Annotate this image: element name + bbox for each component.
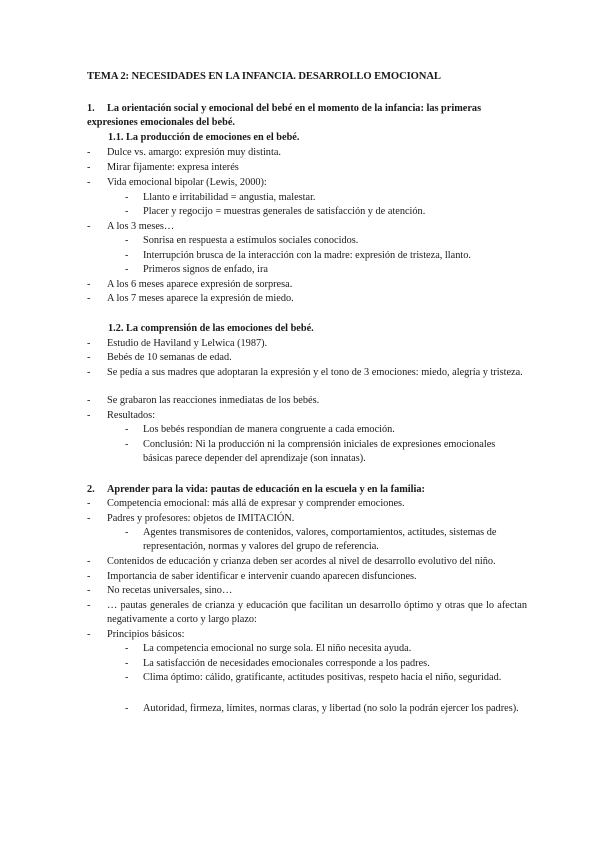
list-item: - A los 6 meses aparece expresión de sorpresa. [87, 279, 293, 290]
list-item: - Contenidos de educación y crianza deben ser acordes al nivel de desarrollo evolutivo del niño. [87, 556, 496, 567]
list-item: - Estudio de Haviland y Lelwica (1987). [87, 338, 268, 349]
sub-list-item: - Interrupción brusca de la interacción con la madre: expresión de tristeza, llanto. [125, 250, 471, 261]
list-item: - … pautas generales de crianza y educación que facilitan un desarrollo óptimo y otras que lo afectan negativamente a corto y largo plazo: [87, 600, 527, 626]
sub-list-item: - La competencia emocional no surge sola. El niño necesita ayuda. [125, 643, 412, 654]
list-item: - A los 7 meses aparece la expresión de miedo. [87, 293, 294, 304]
sub-list-item: - La satisfacción de necesidades emocionales corresponde a los padres. [125, 658, 430, 669]
list-item: - Importancia de saber identificar e intervenir cuando aparecen disfunciones. [87, 571, 417, 582]
list-item: - A los 3 meses… [87, 221, 175, 232]
sub-list-item: - Clima óptimo: cálido, gratificante, actitudes positivas, respeto hacia el niño, seguridad. [125, 672, 502, 683]
list-item: - Principios básicos: [87, 629, 185, 640]
list-item: - Dulce vs. amargo: expresión muy distinta. [87, 147, 281, 158]
document-title: TEMA 2: NECESIDADES EN LA INFANCIA. DESARROLLO EMOCIONAL [87, 71, 441, 82]
list-item: - Mirar fijamente: expresa interés [87, 162, 239, 173]
subsection-1-1-title: 1.1. La producción de emociones en el bebé. [108, 132, 300, 143]
list-item: - Vida emocional bipolar (Lewis, 2000): [87, 177, 267, 188]
section-1-heading [87, 102, 527, 129]
list-item: - Bebés de 10 semanas de edad. [87, 352, 232, 363]
section-1-title: La orientación social y emocional del bebé en el momento de la infancia: las primeras expresiones emocionales del bebé. [87, 103, 482, 128]
sub-list-item: - Los bebés respondían de manera congruente a cada emoción. [125, 424, 395, 435]
sub-list-item: - Autoridad, firmeza, límites, normas claras, y libertad (no solo la podrán ejercer los padres). [125, 703, 519, 714]
sub-list-item: - Placer y regocijo = muestras generales de satisfacción y de atención. [125, 206, 426, 217]
list-item: - Competencia emocional: más allá de expresar y comprender emociones. [87, 498, 405, 509]
section-2-heading [87, 483, 527, 497]
section-2-number: 2. [87, 484, 95, 495]
list-item: - Se pedía a sus madres que adoptaran la expresión y el tono de 3 emociones: miedo, alegría y tristeza. [87, 367, 523, 378]
list-item: - No recetas universales, sino… [87, 585, 233, 596]
section-1-number: 1. [87, 103, 95, 114]
sub-list-item: - Conclusión: Ni la producción ni la comprensión iniciales de expresiones emocionales básicas parece depender del aprendizaje (son innatas). [125, 439, 496, 465]
sub-list-item: - Primeros signos de enfado, ira [125, 264, 268, 275]
section-2-title: Aprender para la vida: pautas de educación en la escuela y en la familia: [107, 484, 425, 495]
sub-list-item: - Agentes transmisores de contenidos, valores, comportamientos, actitudes, sistemas de representación, normas y valores del grupo de referencia. [125, 527, 497, 553]
list-item: - Padres y profesores: objetos de IMITACIÓN. [87, 513, 295, 524]
list-item: - Se grabaron las reacciones inmediatas de los bebés. [87, 395, 320, 406]
sub-list-item: - Sonrisa en respuesta a estímulos sociales conocidos. [125, 235, 359, 246]
subsection-1-2-title: 1.2. La comprensión de las emociones del bebé. [108, 323, 314, 334]
sub-list-item: - Llanto e irritabilidad = angustia, malestar. [125, 192, 316, 203]
list-item: - Resultados: [87, 410, 156, 421]
